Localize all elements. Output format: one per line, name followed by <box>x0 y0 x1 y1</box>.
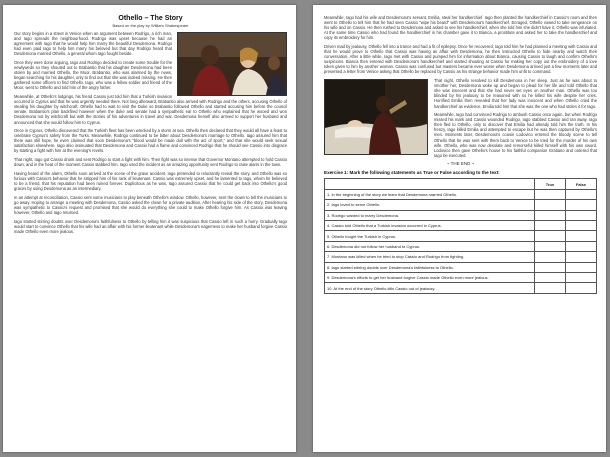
true-answer-cell[interactable] <box>535 221 566 231</box>
story-paragraph: Once they were done arguing, Iago and Rodrigo decided to create some trouble for the newlyweds so they shouted out to Brabantio that his daughter Desdemona had been stolen by and married Othello, the Moor. Brabantio, who was alarmed by the news, began searching for his daughter, only to find out that she was indeed missing. He then gathered some officers to find Othello. Iago, who was a fellow soldier and friend of the Moor, went to Othello and told him of the angry father. <box>14 59 172 91</box>
false-answer-cell[interactable] <box>566 189 597 199</box>
statement-cell: 1. In the beginning of the story we learn that Desdemona married Othello. <box>325 189 535 199</box>
false-answer-cell[interactable] <box>566 221 597 231</box>
table-row <box>325 283 597 293</box>
statement-cell: 5. Othello fought the Turkish in Cyprus. <box>325 231 535 241</box>
false-answer-cell[interactable] <box>566 210 597 220</box>
table-row <box>325 262 597 272</box>
true-answer-cell[interactable] <box>535 262 566 272</box>
statement-cell: 7. Montano was killed when he tried to stop Cassio and Rodrigo from fighting. <box>325 252 535 262</box>
true-answer-cell[interactable] <box>535 200 566 210</box>
exercise-title: Exercise 1: Mark the following statements as True or False according to the text: <box>324 170 500 176</box>
story-paragraph: That night, Iago got Cassio drunk and sent Rodrigo to start a fight with him. Their fight was so intense that Governor Montano attempted to hold Cassio down, and in the heat of the moment Cassio stabbed him. Iago used the incident as an amazing opportunity sent Rodrigo to raise alarm in the town. <box>14 157 287 168</box>
story-paragraph: Meanwhile, at Othello's lodgings, his friend Cassio just told him that a Turkish invasion occurred in Cyprus and that he was urgently needed there. Not long afterward, Brabantio also arrived with Rodrigo and the others, accusing Othello of stealing his daughter by witchcraft. Othello had to wait to visit the Duke so Brabantio followed Othello and started accusing him before the council senate. Brabantio's plan backfired however when the duke and senate had a sympathetic ear to Othello who explained that he wooed and won Desdemona not by witchcraft but with the stories of his adventures in travel and war. Desdemona herself also arrived to support her husband and announced that she would follow him to Cyprus. <box>14 94 287 125</box>
true-false-table <box>324 178 597 293</box>
true-answer-cell[interactable] <box>535 189 566 199</box>
false-answer-cell[interactable] <box>566 200 597 210</box>
worksheet-page-1 <box>3 5 296 452</box>
the-end-label: ~ THE END ~ <box>446 161 475 167</box>
false-answer-cell[interactable] <box>566 272 597 282</box>
story-paragraph: That night, Othello resolved to kill Desdemona in her sleep. Just as he was about to smother her, Desdemona woke up and began to plead for her life and told Othello that she was innocent and that she had never set eyes on another man. Othello was too blinded by his jealousy to be reasoned with so he killed his wife despite her cries. Horrified Emilia then revealed that her lady was innocent and when Othello cried the handkerchief as evidence, Emilia told him that she was the one who had stolen it for Iago. <box>434 78 597 109</box>
true-answer-cell[interactable] <box>535 241 566 251</box>
table-row <box>325 221 597 231</box>
true-answer-cell[interactable] <box>535 283 566 293</box>
othello-painting-image <box>177 32 287 96</box>
false-answer-cell[interactable] <box>566 262 597 272</box>
table-row <box>325 210 597 220</box>
table-header-row <box>325 179 597 189</box>
story-paragraph: Once in Cyprus, Othello discovered that the Turkish fleet has been wrecked by a storm at sea. Othello then declared that they would all have a feast to celebrate Cyprus's safety from the Turks. Meanwhile, Rodrigo continued to be bitter about Desdemona's marriage to Othello. Iago assured him that there was still hope, he even claimed that soon Desdemona's "blood would be made dull with the act of sport," and that she would seek sexual satisfaction elsewhere. Iago also insinuated that Desdemona and Cassio had a flame and convinced Rodrigo that he should see Cassio into disgrace by starting a fight with him at the evening's revels. <box>14 128 287 154</box>
story-paragraph: Meanwhile, Iago had his wife and Desdemona's servant, Emilia, steal her handkerchief. Iago then planted the handkerchief in Cassio's room and then went to Othello to tell him that he had seen Cassio "wipe his beard" with Desdemona's handkerchief. Enraged, Othello vowed to take vengeance on his wife and on Cassio. He then rushed to Desdemona and asked to see his handkerchief, when she told him she didn't have it, Othello was infuriated. At the same time Cassio who had found the handkerchief in his chamber gave it to Bianca, a prostitute and asked her to take the handkerchief and copy its embroidery for him. <box>324 15 597 41</box>
table-row <box>325 200 597 210</box>
true-answer-cell[interactable] <box>535 252 566 262</box>
true-answer-cell[interactable] <box>535 210 566 220</box>
story-paragraph: Our story begins in a street in Venice when an argument between Rodrigo, a rich man, and Iago spreads the neighbourhood. Rodrigo was upset because he had an agreement with Iago that he would help him marry the beautiful Desdemona. Rodrigo had even paid Iago to help him marry his beloved but that day Rodrigo heard that Desdemona married Othello, a general whom Iago fought beside. <box>14 31 172 57</box>
statement-cell: 8. Iago started stirring doubts over Desdemona's faithfulness to Othello. <box>325 262 535 272</box>
table-row <box>325 189 597 199</box>
statement-column-header <box>325 179 535 189</box>
story-paragraph: Driven mad by jealousy, Othello fell into a trance and had a fit of epilepsy. Once he recovered, Iago told him he had planned a meeting with Cassio and that he would prove to Othello that Cassio was having an affair with Desdemona, he then instructed Othello to hide nearby and watch their conversation. After a little while, Iago met with Cassio and pumped him for information about Bianca, causing Cassio to laugh and confirm Othello's suspicions. Bianca then entered with Desdemona's handkerchief and started shouting at Cassio for making her copy out the embroidery of a love token given to him by another woman. Cassio was confused but masters became ever worse when Desdemona arrived just a few moments later and presented a letter from Venice asking that Othello be replaced by Cassio as his strange behavior made him unfit to command. <box>324 43 597 75</box>
table-row <box>325 272 597 282</box>
worksheet-page-2 <box>313 5 606 452</box>
statement-cell: 10. At the end of the story Othello kills Cassio out of jealousy. <box>325 283 535 293</box>
true-answer-cell[interactable] <box>535 272 566 282</box>
story-subtitle: Based on the play by William Shakespeare <box>112 23 189 28</box>
othello-desdemona-painting-image <box>324 79 428 155</box>
story-title: Othello – The Story <box>118 15 183 22</box>
story-paragraph: Iago started stirring doubts over Desdemona's faithfulness to Othello by telling him it was suspicious that Cassio left in such a hurry. Gradually Iago would start to convince Othello that his wife had an affair with his former lieutenant while Desdemona's eagerness to make her husband forgive Cassio made Othello even more jealous. <box>14 218 287 234</box>
story-paragraph: Having heard of the alarm, Othello soon arrived at the scene of the grave accident. Iago pretended to reluctantly reveal the story, and Othello was so furious with Cassio's behavior that he stripped him of his rank of lieutenant. Cassio was extremely upset, and he lamented to Iago, whom he believed to be a friend, that his reputation had been ruined forever. Duplicitous as he was, Iago assured Cassio that he could get back into Othello's good graces by using Desdemona as an intermediary. <box>14 170 287 192</box>
statement-cell: 3. Rodrigo wanted to marry Desdemona. <box>325 210 535 220</box>
false-column-header: False <box>566 179 597 189</box>
table-row <box>325 252 597 262</box>
statement-cell: 4. Cassio told Othello that a Turkish invasion occurred in Cyprus. <box>325 221 535 231</box>
false-answer-cell[interactable] <box>566 241 597 251</box>
true-column-header: True <box>535 179 566 189</box>
statement-cell: 6. Desdemona did not follow her husband to Cyprus. <box>325 241 535 251</box>
statement-cell: 9. Desdemona's efforts to get her husband forgive Cassio made Othello even more jealous. <box>325 272 535 282</box>
false-answer-cell[interactable] <box>566 231 597 241</box>
table-row <box>325 231 597 241</box>
story-paragraph: In an attempt at reconciliation, Cassio sent some musicians to play beneath Othello's window. Othello, however, sent the clown to tell the musicians to go away. Hoping to arrange a meeting with Desdemona, Cassio asked the clown for a private audition. After hearing his side of the story, Desdemona was sympathetic to Cassio's request and promised that she would do everything she could to make Othello forgive him. As Cassio was leaving however, Othello and Iago returned. <box>14 194 287 215</box>
statement-cell: 2. Iago loved to serve Othello. <box>325 200 535 210</box>
true-answer-cell[interactable] <box>535 231 566 241</box>
story-paragraph: Meanwhile, Iago had convinced Rodrigo to ambush Cassio once again, but when Rodrigo missed his mark and Cassio wounded Rodrigo, Iago stabbed Cassio and ran away. Iago then fled to Othello, only to discover that Emilia had already told him the truth. In his frenzy, Iago killed Emilia and attempted to escape but he was then captured by Othello's men. Moments later, Desdemona's cousin Lodovico entered the bloody scene to tell Othello that he was sent with them back to Venice to be tried for the murder of his own wife. Othello, who was now desolate and remorseful killed himself with his own sword. Lodovico then gave Othello's house to his faithful companion Gratiano and ordered that Iago be executed. <box>434 112 597 158</box>
false-answer-cell[interactable] <box>566 252 597 262</box>
false-answer-cell[interactable] <box>566 283 597 293</box>
table-row <box>325 241 597 251</box>
